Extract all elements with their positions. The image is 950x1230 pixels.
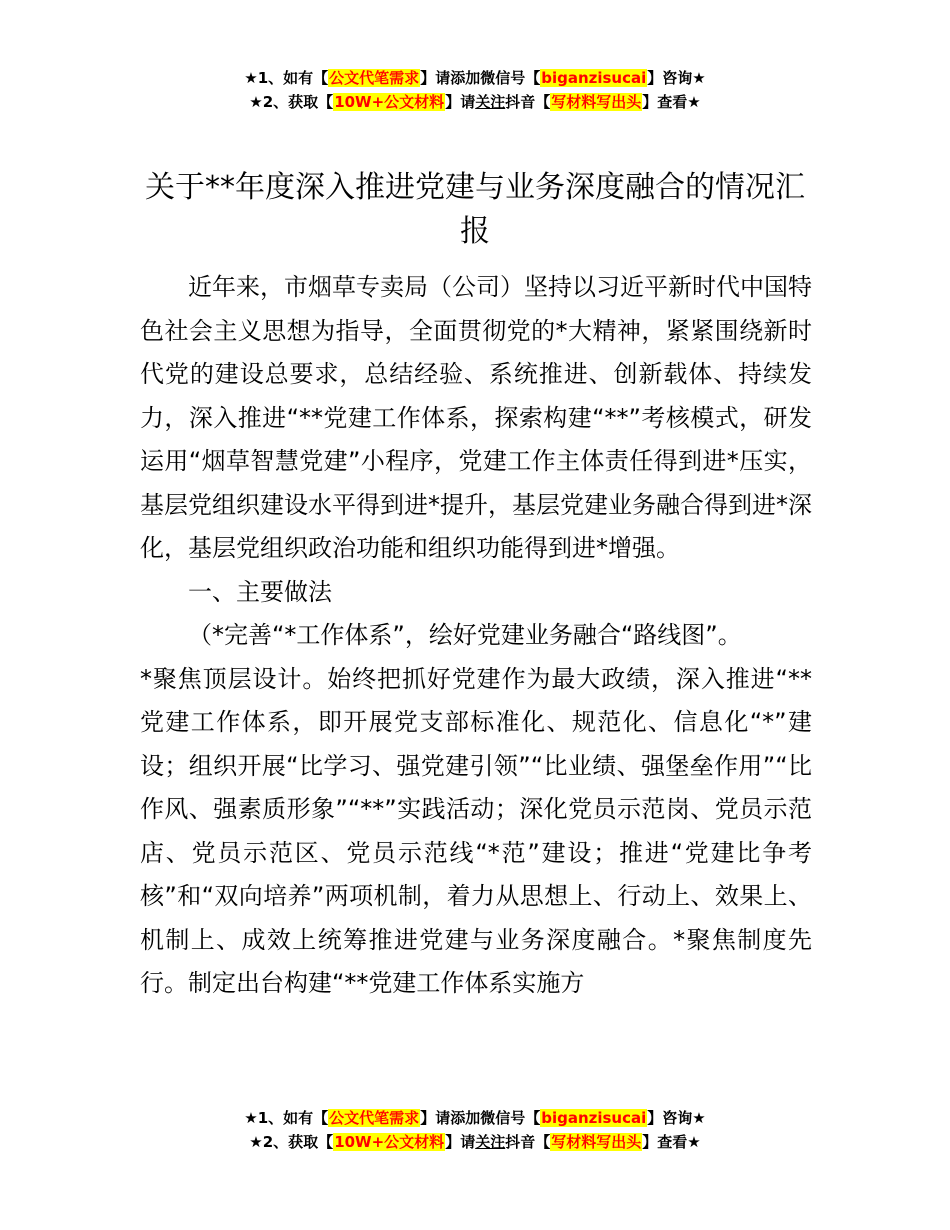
promo-text: ★1、如有【 — [244, 69, 329, 87]
promo-text: 】请添加微信号【 — [420, 1109, 541, 1127]
promo-banner-top — [0, 66, 950, 114]
promo-text: 】请添加微信号【 — [420, 69, 541, 87]
promo-text: 】查看★ — [642, 93, 701, 111]
section-heading: 一、主要做法 — [188, 577, 332, 606]
promo-highlight: 公文代笔需求 — [329, 69, 420, 87]
promo-underline: 关注 — [475, 93, 506, 111]
promo-text: ★2、获取【 — [249, 93, 334, 111]
promo-highlight: 10W+公文材料 — [334, 1133, 445, 1151]
document-title: 关于**年度深入推进党建与业务深度融合的情况汇报 — [145, 170, 805, 249]
promo-text: 抖音【 — [505, 1133, 551, 1151]
douyin-highlight: 写材料写出头 — [551, 1133, 642, 1151]
promo-line-1 — [0, 1106, 950, 1130]
promo-text: 】咨询★ — [647, 69, 706, 87]
body-paragraph: *聚焦顶层设计。始终把抓好党建作为最大政绩，深入推进“**党建工作体系，即开展党支部标准化、规范化、信息化“*”建设；组织开展“比学习、强党建引领”“比业绩、强堡垒作用”“比作风、强素质形象”“**”实践活动；深化党员示范岗、党员示范店、党员示范区、党员示范线“*范”建设；推进“党建比争考核”和“双向培养”两项机制，着力从思想上、行动上、效果上、机制上、成效上统筹推进党建与业务深度融合。*聚焦制度先行。制定出台构建“**党建工作体系实施方 — [140, 664, 812, 997]
promo-highlight: 10W+公文材料 — [334, 93, 445, 111]
document-body — [140, 266, 812, 1006]
promo-underline: 关注 — [475, 1133, 506, 1151]
promo-text: 】查看★ — [642, 1133, 701, 1151]
promo-banner-bottom — [0, 1106, 950, 1154]
wechat-id-highlight: biganzisucai — [541, 69, 647, 87]
promo-line-1 — [0, 66, 950, 90]
wechat-id-highlight: biganzisucai — [541, 1109, 647, 1127]
douyin-highlight: 写材料写出头 — [551, 93, 642, 111]
intro-paragraph: 近年来，市烟草专卖局（公司）坚持以习近平新时代中国特色社会主义思想为指导，全面贯彻党的*大精神，紧紧围绕新时代党的建设总要求，总结经验、系统推进、创新载体、持续发力，深入推进“**党建工作体系，探索构建“**”考核模式，研发运用“烟草智慧党建”小程序，党建工作主体责任得到进*压实，基层党组织建设水平得到进*提升，基层党建业务融合得到进*深化，基层党组织政治功能和组织功能得到进*增强。 — [140, 273, 812, 562]
subsection-heading: （*完善“*工作体系”，绘好党建业务融合“路线图”。 — [188, 621, 742, 649]
promo-highlight: 公文代笔需求 — [329, 1109, 420, 1127]
promo-text: 】咨询★ — [647, 1109, 706, 1127]
promo-text: 】请 — [445, 1133, 476, 1151]
promo-text: 】请 — [445, 93, 476, 111]
promo-text: ★1、如有【 — [244, 1109, 329, 1127]
promo-line-2 — [0, 90, 950, 114]
promo-text: 抖音【 — [505, 93, 551, 111]
promo-line-2 — [0, 1130, 950, 1154]
promo-text: ★2、获取【 — [249, 1133, 334, 1151]
